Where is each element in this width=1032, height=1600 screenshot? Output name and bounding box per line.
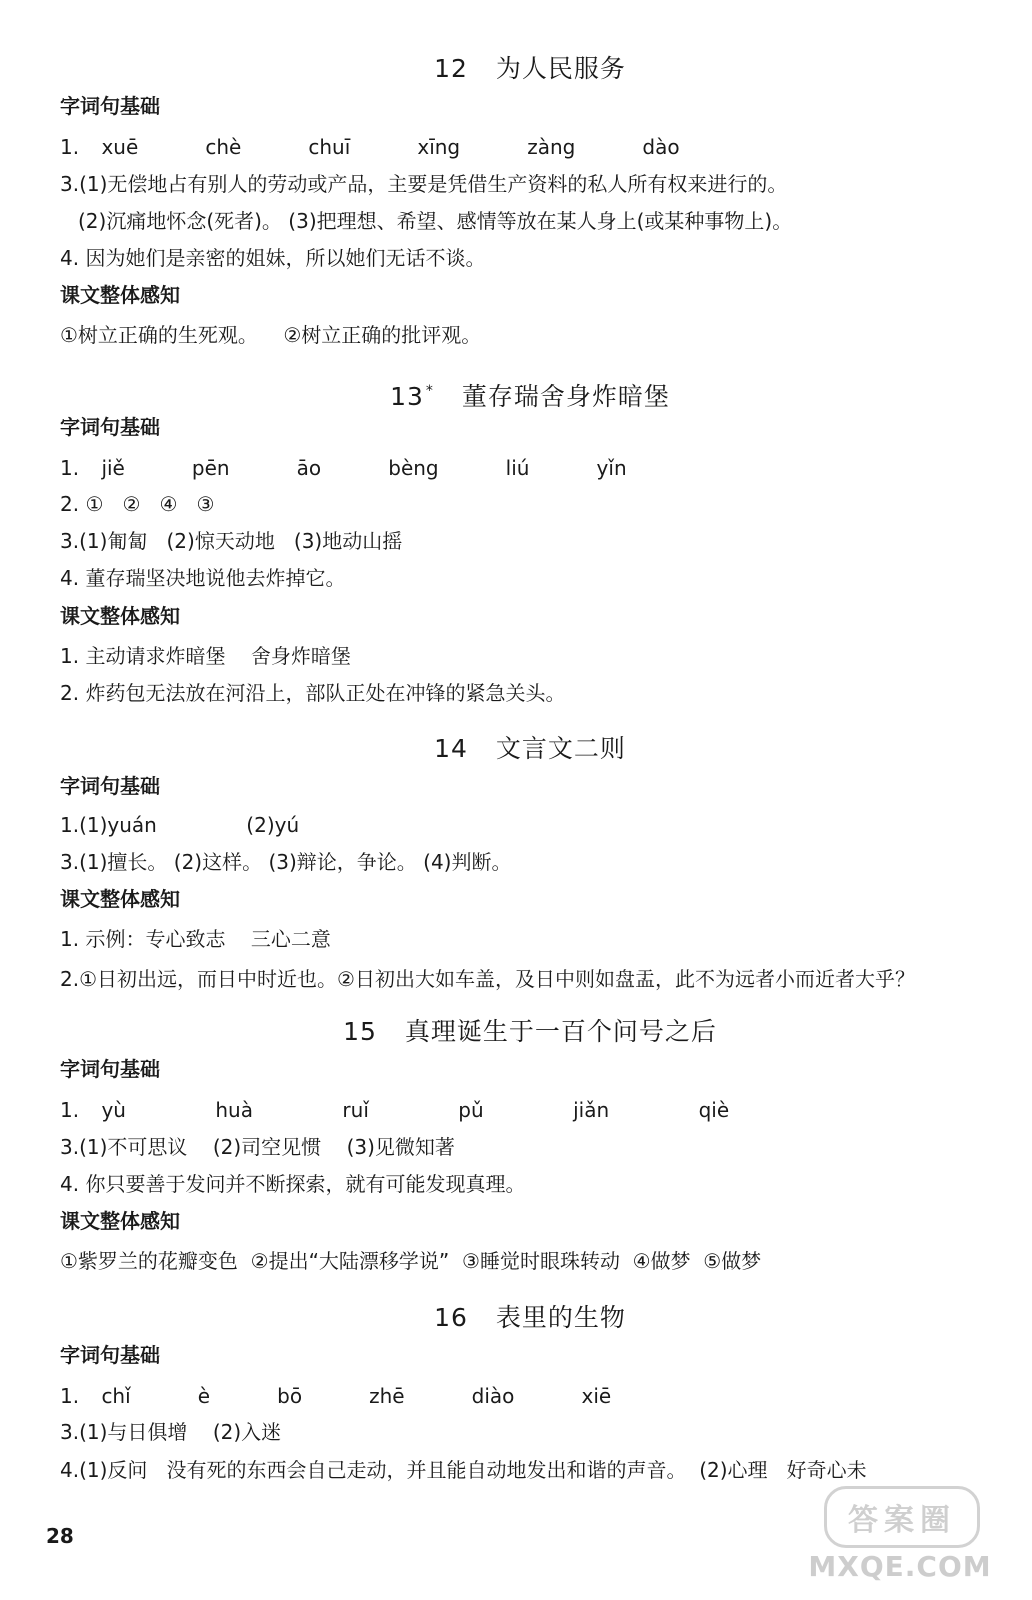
answer-line: ①紫罗兰的花瓣变色 ②提出“大陆漂移学说” ③睡觉时眼珠转动 ④做梦 ⑤做梦 <box>60 1249 762 1273</box>
watermark-url: MXQE.COM <box>808 1550 992 1583</box>
answer-line: 2. 炸药包无法放在河沿上，部队正处在冲锋的紧急关头。 <box>60 681 566 705</box>
answer-line: 3.(1)匍匐 (2)惊天动地 (3)地动山摇 <box>60 529 403 553</box>
answer-line: 2. ① ② ④ ③ <box>60 492 215 516</box>
lesson-name: 为人民服务 <box>495 54 626 83</box>
lesson-name: 董存瑞舍身炸暗堡 <box>461 382 670 411</box>
answer-line: 2.①日初出远，而日中时近也。②日初出大如车盖，及日中则如盘盂，此不为远者小而近者大乎？ <box>60 967 915 991</box>
answer-line: (2)沉痛地怀念(死者)。 (3)把理想、希望、感情等放在某人身上(或某种事物上)。 <box>78 209 793 233</box>
lesson-name: 文言文二则 <box>495 734 626 763</box>
lesson-title-13 <box>60 374 1000 414</box>
answer-line: 4. 因为她们是亲密的姐妹，所以她们无话不谈。 <box>60 246 486 270</box>
answer-line: 3.(1)擅长。 (2)这样。 (3)辩论，争论。 (4)判断。 <box>60 850 512 874</box>
section-heading: 字词句基础 <box>60 774 160 798</box>
answer-line: 1. yù huà ruǐ pǔ jiǎn qiè <box>60 1098 730 1122</box>
answer-line: 1. chǐ è bō zhē diào xiē <box>60 1384 612 1408</box>
lesson-number: 14 <box>434 734 468 763</box>
section-heading: 字词句基础 <box>60 1057 160 1081</box>
lesson-number: 15 <box>343 1017 377 1046</box>
answer-line: 4. 你只要善于发问并不断探索，就有可能发现真理。 <box>60 1172 526 1196</box>
page-number: 28 <box>46 1524 74 1548</box>
section-heading: 字词句基础 <box>60 94 160 118</box>
lesson-title-16 <box>60 1301 1000 1335</box>
lesson-title-14 <box>60 732 1000 766</box>
answer-line: 3.(1)不可思议 (2)司空见惯 (3)见微知著 <box>60 1135 455 1159</box>
answer-line: 1. xuē chè chuī xīng zàng dào <box>60 135 680 159</box>
watermark <box>800 1486 1000 1596</box>
lesson-title-15 <box>60 1015 1000 1049</box>
watermark-logo: 答案圈 <box>824 1486 980 1548</box>
lesson-title-12 <box>60 52 1000 86</box>
answer-line: 3.(1)与日俱增 (2)入迷 <box>60 1420 282 1444</box>
answer-line: 4. 董存瑞坚决地说他去炸掉它。 <box>60 566 346 590</box>
section-heading: 课文整体感知 <box>60 283 180 307</box>
lesson-number: 16 <box>434 1303 468 1332</box>
section-heading: 字词句基础 <box>60 1343 160 1367</box>
answer-line: 1. jiě pēn āo bèng liú yǐn <box>60 456 627 480</box>
section-heading: 字词句基础 <box>60 415 160 439</box>
answer-line: ①树立正确的生死观。 ②树立正确的批评观。 <box>60 323 482 347</box>
answer-line: 1. 示例：专心致志 三心二意 <box>60 927 331 951</box>
lesson-number: 13 * <box>390 382 434 411</box>
answer-line: 1.(1)yuán (2)yú <box>60 813 300 837</box>
optional-lesson-mark: * <box>425 383 434 399</box>
answer-line: 3.(1)无偿地占有别人的劳动或产品，主要是凭借生产资料的私人所有权来进行的。 <box>60 172 788 196</box>
section-heading: 课文整体感知 <box>60 1209 180 1233</box>
lesson-name: 真理诞生于一百个问号之后 <box>404 1017 717 1046</box>
answer-line: 4.(1)反问 没有死的东西会自己走动，并且能自动地发出和谐的声音。 (2)心理 好奇心未 <box>60 1458 867 1482</box>
section-heading: 课文整体感知 <box>60 887 180 911</box>
answer-line: 1. 主动请求炸暗堡 舍身炸暗堡 <box>60 644 351 668</box>
section-heading: 课文整体感知 <box>60 604 180 628</box>
lesson-name: 表里的生物 <box>495 1303 626 1332</box>
lesson-number: 12 <box>434 54 468 83</box>
